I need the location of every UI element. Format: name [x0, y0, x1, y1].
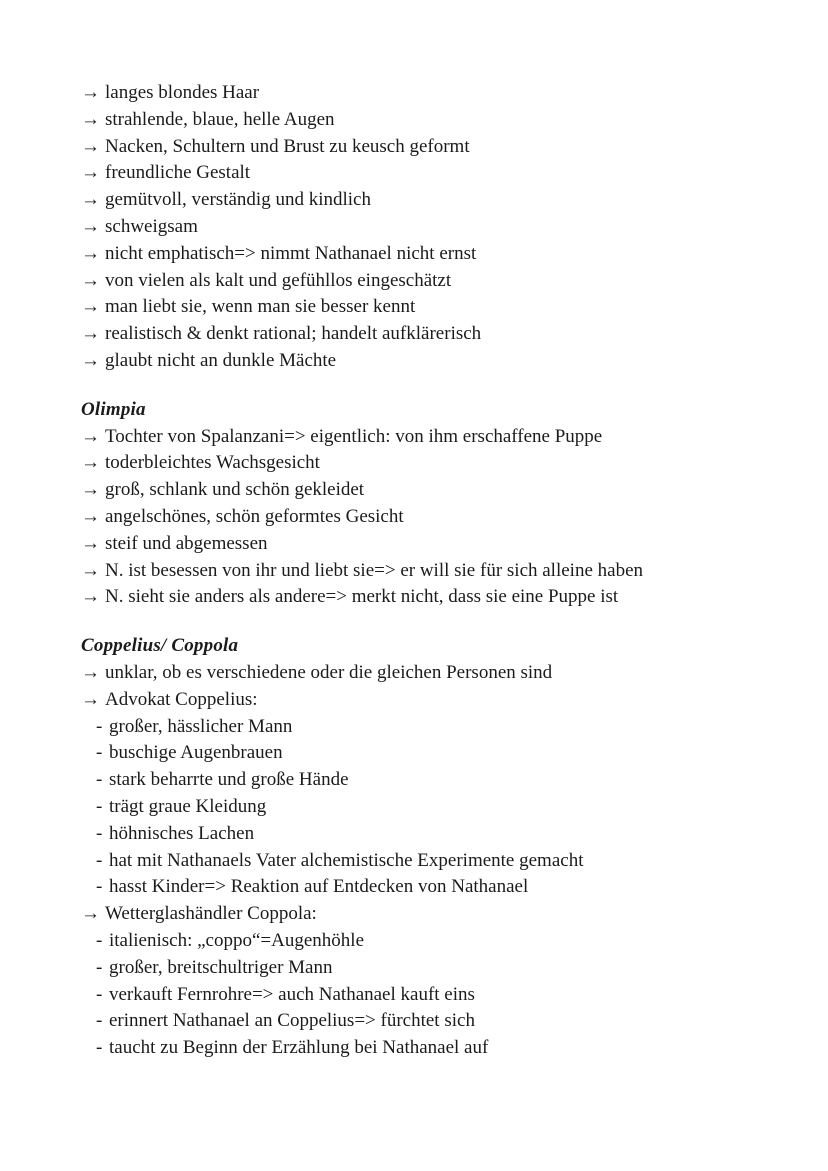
arrow-bullet-icon: → [81, 162, 100, 184]
arrow-bullet-icon: → [81, 688, 100, 710]
section-heading: Coppelius/ Coppola [81, 635, 239, 657]
arrow-bullet-icon: → [81, 108, 100, 130]
note-text: hasst Kinder=> Reaktion auf Entdecken von Nathanael [109, 876, 529, 898]
note-text: stark beharrte und große Hände [109, 769, 349, 791]
note-line [81, 187, 781, 214]
note-line [81, 477, 781, 504]
note-text: buschige Augenbrauen [109, 742, 283, 764]
note-text: N. ist besessen von ihr und liebt sie=> er will sie für sich alleine haben [105, 559, 644, 581]
dash-bullet-icon: - [96, 849, 103, 871]
note-text: freundliche Gestalt [105, 162, 251, 184]
note-line [81, 268, 781, 295]
note-line [81, 740, 781, 767]
arrow-bullet-icon: → [81, 903, 100, 925]
note-line [81, 107, 781, 134]
note-text: höhnisches Lachen [109, 822, 255, 844]
note-line [81, 794, 781, 821]
note-line [81, 424, 781, 451]
note-text: großer, breitschultriger Mann [109, 956, 333, 978]
note-text: Nacken, Schultern und Brust zu keusch geformt [105, 135, 470, 157]
note-line [81, 294, 781, 321]
note-line [81, 504, 781, 531]
arrow-bullet-icon: → [81, 296, 100, 318]
dash-bullet-icon: - [96, 929, 103, 951]
note-line [81, 714, 781, 741]
note-text: Wetterglashändler Coppola: [105, 903, 317, 925]
note-line [81, 687, 781, 714]
note-text: Advokat Coppelius: [105, 688, 258, 710]
note-text: N. sieht sie anders als andere=> merkt nicht, dass sie eine Puppe ist [105, 586, 619, 608]
note-line [81, 214, 781, 241]
dash-bullet-icon: - [96, 769, 103, 791]
note-line [81, 848, 781, 875]
note-text: taucht zu Beginn der Erzählung bei Nathanael auf [109, 1037, 489, 1059]
arrow-bullet-icon: → [81, 323, 100, 345]
arrow-bullet-icon: → [81, 586, 100, 608]
note-text: strahlende, blaue, helle Augen [105, 108, 335, 130]
arrow-bullet-icon: → [81, 215, 100, 237]
dash-bullet-icon: - [96, 876, 103, 898]
section-olimpia [81, 397, 781, 611]
note-text: groß, schlank und schön gekleidet [105, 479, 365, 501]
note-text: verkauft Fernrohre=> auch Nathanael kauft eins [109, 983, 475, 1005]
arrow-bullet-icon: → [81, 242, 100, 264]
note-line [81, 134, 781, 161]
dash-bullet-icon: - [96, 983, 103, 1005]
note-line [81, 821, 781, 848]
note-text: italienisch: „coppo“=Augenhöhle [109, 929, 364, 951]
note-text: langes blondes Haar [105, 82, 260, 103]
arrow-bullet-icon: → [81, 505, 100, 527]
note-text: gemütvoll, verständig und kindlich [105, 189, 371, 211]
note-line [81, 321, 781, 348]
note-line [81, 160, 781, 187]
dash-bullet-icon: - [96, 715, 103, 737]
note-text: schweigsam [105, 215, 198, 237]
section-heading: Olimpia [81, 398, 146, 420]
note-line [81, 767, 781, 794]
note-text: steif und abgemessen [105, 532, 268, 554]
arrow-bullet-icon: → [81, 82, 100, 103]
note-line [81, 348, 781, 375]
note-text: großer, hässlicher Mann [109, 715, 293, 737]
dash-bullet-icon: - [96, 1010, 103, 1032]
notes-content [81, 80, 781, 1062]
note-text: glaubt nicht an dunkle Mächte [105, 349, 337, 371]
arrow-bullet-icon: → [81, 479, 100, 501]
note-text: toderbleichtes Wachsgesicht [105, 452, 320, 474]
dash-bullet-icon: - [96, 795, 103, 817]
note-text: hat mit Nathanaels Vater alchemistische Experimente gemacht [109, 849, 584, 871]
note-line [81, 1035, 781, 1062]
note-line [81, 1008, 781, 1035]
note-line [81, 241, 781, 268]
dash-bullet-icon: - [96, 1037, 103, 1059]
arrow-bullet-icon: → [81, 559, 100, 581]
arrow-bullet-icon: → [81, 349, 100, 371]
note-line [81, 80, 781, 107]
section-continued [81, 80, 781, 375]
note-line [81, 955, 781, 982]
note-line [81, 558, 781, 585]
note-line [81, 901, 781, 928]
dash-bullet-icon: - [96, 742, 103, 764]
note-line [81, 450, 781, 477]
dash-bullet-icon: - [96, 822, 103, 844]
note-line [81, 584, 781, 611]
arrow-bullet-icon: → [81, 661, 100, 683]
note-line [81, 660, 781, 687]
note-text: angelschönes, schön geformtes Gesicht [105, 505, 404, 527]
note-line [81, 874, 781, 901]
arrow-bullet-icon: → [81, 189, 100, 211]
note-text: unklar, ob es verschiedene oder die gleichen Personen sind [105, 661, 553, 683]
arrow-bullet-icon: → [81, 532, 100, 554]
note-line [81, 531, 781, 558]
arrow-bullet-icon: → [81, 135, 100, 157]
dash-bullet-icon: - [96, 956, 103, 978]
note-text: Tochter von Spalanzani=> eigentlich: von ihm erschaffene Puppe [105, 425, 603, 447]
note-line [81, 982, 781, 1009]
note-text: man liebt sie, wenn man sie besser kennt [105, 296, 416, 318]
arrow-bullet-icon: → [81, 452, 100, 474]
note-text: erinnert Nathanael an Coppelius=> fürchtet sich [109, 1010, 475, 1032]
arrow-bullet-icon: → [81, 269, 100, 291]
note-text: nicht emphatisch=> nimmt Nathanael nicht ernst [105, 242, 477, 264]
note-text: realistisch & denkt rational; handelt aufklärerisch [105, 323, 482, 345]
note-line [81, 928, 781, 955]
section-coppelius-coppola [81, 633, 781, 1062]
arrow-bullet-icon: → [81, 425, 100, 447]
note-text: von vielen als kalt und gefühllos eingeschätzt [105, 269, 452, 291]
note-text: trägt graue Kleidung [109, 795, 267, 817]
